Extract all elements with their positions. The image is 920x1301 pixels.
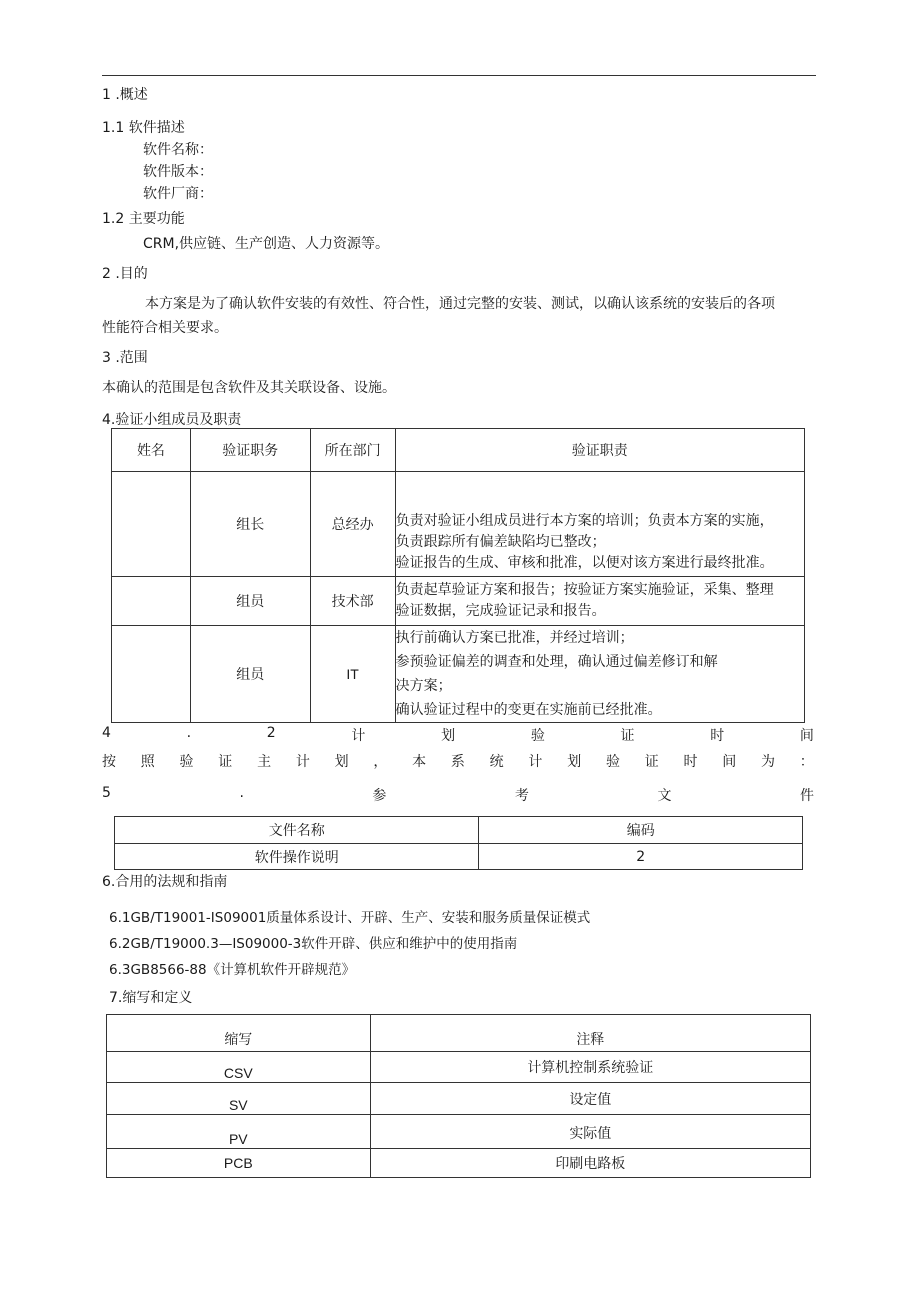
- member-name: [112, 472, 191, 577]
- section-5-char: 文: [657, 788, 672, 804]
- abbr-cell: PV: [107, 1115, 371, 1149]
- member-dept: 总经办: [310, 472, 395, 577]
- duty-line: 决方案；: [395, 678, 452, 694]
- plan-title-char: 间: [799, 728, 814, 744]
- abbr-cell: CSV: [107, 1052, 371, 1083]
- duty-line: 执行前确认方案已批准，并经过培训；: [395, 630, 634, 646]
- plan-body-char: 划: [567, 754, 582, 770]
- section-7-title: 7.缩写和定义: [109, 990, 193, 1006]
- plan-body-char: 本: [412, 754, 427, 770]
- header-duty: 验证职责: [395, 429, 804, 472]
- section-1-title: 1 .概述: [102, 87, 148, 103]
- note-cell: 计算机控制系统验证: [370, 1052, 810, 1083]
- member-role: 组长: [190, 472, 310, 577]
- plan-body-char: 按: [102, 754, 116, 770]
- duty-line: 负责对验证小组成员进行本方案的培训；负责本方案的实施，: [395, 513, 774, 529]
- header-name: 姓名: [112, 429, 191, 472]
- plan-body-char: 计: [528, 754, 543, 770]
- plan-body-char: 验: [605, 754, 620, 770]
- plan-body-char: 划: [334, 754, 349, 770]
- table-row: [107, 1083, 811, 1115]
- section-5-title: [102, 785, 814, 805]
- member-dept: 技术部: [310, 577, 395, 626]
- member-role: 组员: [190, 626, 310, 723]
- plan-body-char: 计: [295, 754, 310, 770]
- section-5-char: 考: [514, 788, 529, 804]
- plan-body-char: 间: [722, 754, 737, 770]
- main-functions-text: CRM,供应链、生产创造、人力资源等。: [143, 236, 390, 252]
- member-duty: [395, 577, 804, 626]
- table-row: [107, 1052, 811, 1083]
- plan-title: [102, 725, 814, 745]
- plan-title-char: 2: [266, 725, 276, 741]
- section-2-title: 2 .目的: [102, 266, 148, 282]
- table-row: [107, 1149, 811, 1178]
- plan-body-char: 证: [218, 754, 233, 770]
- abbreviation-table: [106, 1014, 811, 1178]
- header-rule: [102, 75, 816, 76]
- plan-body-char: ，: [373, 754, 388, 770]
- duty-line: 负责跟踪所有偏差缺陷均已整改；: [395, 534, 606, 550]
- member-dept: IT: [310, 626, 395, 723]
- file-code: 2: [479, 844, 803, 870]
- purpose-line-1: 本方案是为了确认软件安装的有效性、符合性，通过完整的安装、测试，以确认该系统的安装后的各项: [145, 296, 775, 312]
- table-row: [112, 472, 805, 577]
- header-role: 验证职务: [190, 429, 310, 472]
- plan-title-char: 时: [710, 728, 725, 744]
- member-name: [112, 577, 191, 626]
- abbr-cell: PCB: [107, 1149, 371, 1178]
- scope-text: 本确认的范围是包含软件及其关联设备、设施。: [102, 380, 396, 396]
- plan-body: [102, 751, 814, 771]
- plan-body-char: 系: [450, 754, 465, 770]
- abbreviation-table-header: [107, 1015, 811, 1052]
- note-cell: 设定值: [370, 1083, 810, 1115]
- plan-title-char: 4: [102, 725, 111, 741]
- plan-title-char: 验: [530, 728, 545, 744]
- header-dept: 所在部门: [310, 429, 395, 472]
- purpose-line-2: 性能符合相关要求。: [102, 320, 228, 336]
- team-table-header: [112, 429, 805, 472]
- member-duty: [395, 472, 804, 577]
- section-5-char: 件: [799, 788, 814, 804]
- reference-table: [114, 816, 803, 870]
- plan-body-char: 证: [644, 754, 659, 770]
- table-row: [107, 1115, 811, 1149]
- regulation-item: 6.3GB8566-88《计算机软件开辟规范》: [109, 962, 356, 978]
- section-4-title: 4.验证小组成员及职责: [102, 412, 242, 428]
- software-vendor-label: 软件厂商：: [143, 186, 213, 202]
- member-duty: [395, 626, 804, 723]
- reference-table-header: [115, 817, 803, 844]
- member-role: 组员: [190, 577, 310, 626]
- section-5-char: 参: [372, 788, 387, 804]
- plan-body-char: 验: [179, 754, 194, 770]
- plan-body-char: 为: [761, 754, 776, 770]
- duty-line: 验证报告的生成、审核和批准，以便对该方案进行最终批准。: [395, 555, 774, 571]
- plan-title-char: .: [186, 725, 192, 741]
- table-row: [112, 577, 805, 626]
- table-row: [115, 844, 803, 870]
- section-5-char: .: [239, 785, 244, 801]
- plan-title-char: 划: [441, 728, 456, 744]
- regulation-item: 6.2GB/T19000.3—IS09000-3软件开辟、供应和维护中的使用指南: [109, 936, 518, 952]
- section-1-1-title: 1.1 软件描述: [102, 120, 185, 136]
- header-note: 注释: [370, 1015, 810, 1052]
- regulation-item: 6.1GB/T19001-IS09001质量体系设计、开辟、生产、安装和服务质量保证模式: [109, 910, 591, 926]
- section-1-2-title: 1.2 主要功能: [102, 211, 185, 227]
- plan-body-char: 统: [489, 754, 504, 770]
- section-6-title: 6.合用的法规和指南: [102, 874, 228, 890]
- duty-line: 验证数据，完成验证记录和报告。: [395, 603, 606, 619]
- abbr-cell: SV: [107, 1083, 371, 1115]
- note-cell: 实际值: [370, 1115, 810, 1149]
- plan-body-char: 照: [140, 754, 155, 770]
- plan-title-char: 计: [351, 728, 366, 744]
- header-code: 编码: [479, 817, 803, 844]
- table-row: [112, 626, 805, 723]
- note-cell: 印刷电路板: [370, 1149, 810, 1178]
- section-5-char: 5: [102, 785, 111, 801]
- section-3-title: 3 .范围: [102, 350, 148, 366]
- header-file-name: 文件名称: [115, 817, 479, 844]
- plan-body-char: 时: [683, 754, 698, 770]
- header-abbr: 缩写: [107, 1015, 371, 1052]
- plan-body-char: ：: [799, 754, 814, 770]
- duty-line: 负责起草验证方案和报告；按验证方案实施验证，采集、整理: [395, 582, 774, 598]
- duty-line: 参预验证偏差的调查和处理，确认通过偏差修订和解: [395, 654, 718, 670]
- software-name-label: 软件名称：: [143, 142, 213, 158]
- plan-title-char: 证: [620, 728, 635, 744]
- plan-body-char: 主: [257, 754, 272, 770]
- team-table: [111, 428, 805, 723]
- software-version-label: 软件版本：: [143, 164, 213, 180]
- file-name: 软件操作说明: [115, 844, 479, 870]
- duty-line: 确认验证过程中的变更在实施前已经批准。: [395, 702, 662, 718]
- member-name: [112, 626, 191, 723]
